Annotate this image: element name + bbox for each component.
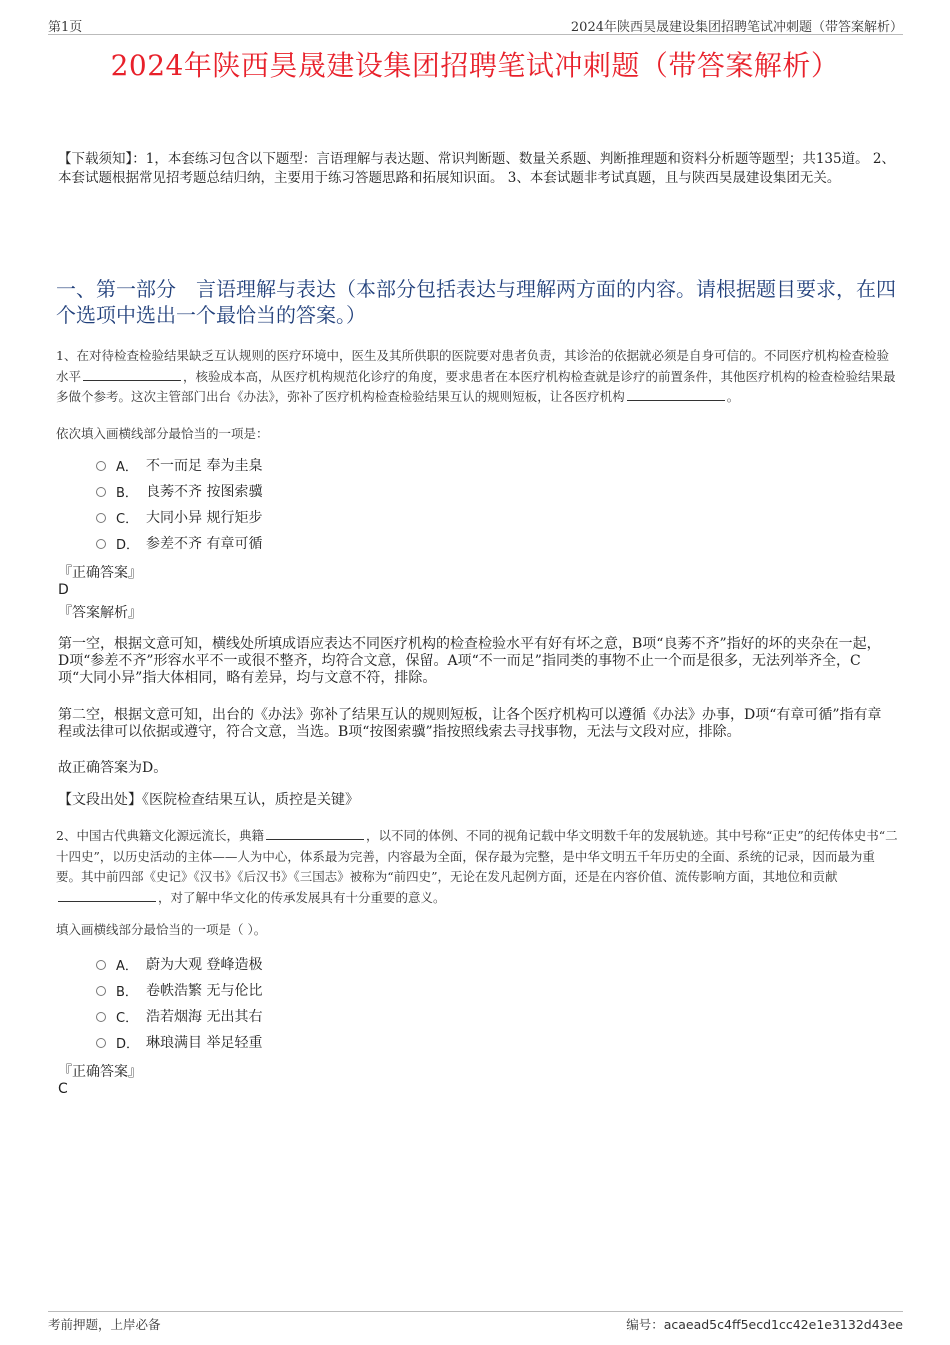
analysis-paragraph-2: 第二空，根据文意可知，出台的《办法》弥补了结果互认的规则短板，让各个医疗机构可以遵循《办法》办事，D项“有章可循”指有章程或法律可以依据或遵守，符合文意，当选。B项“按图索骥”指按照线索去寻找事物，无法与文段对应，排除。 bbox=[58, 707, 882, 740]
page-header bbox=[48, 14, 903, 35]
question-1-prompt: 依次填入画横线部分最恰当的一项是： bbox=[56, 426, 269, 441]
section-heading: 一、第一部分 言语理解与表达（本部分包括表达与理解两方面的内容。请根据题目要求，在四个选项中选出一个最恰当的答案。） bbox=[56, 277, 896, 327]
answer-label: 『正确答案』 bbox=[58, 565, 142, 581]
question-2-prompt: 填入画横线部分最恰当的一项是（ ）。 bbox=[56, 922, 267, 937]
document-code: 编号：acaead5c4ff5ecd1cc42e1e3132d43ee bbox=[626, 1317, 903, 1332]
source-citation: 【文段出处】《医院检查结果互认，质控是关键》 bbox=[58, 792, 359, 808]
page-title: 2024年陕西昊晟建设集团招聘笔试冲刺题（带答案解析） bbox=[110, 49, 840, 82]
radio-icon[interactable] bbox=[96, 1038, 106, 1048]
radio-icon[interactable] bbox=[96, 461, 106, 471]
analysis-paragraph-3: 故正确答案为D。 bbox=[58, 760, 168, 776]
option-d[interactable]: D． 参差不齐 有章可循 bbox=[96, 530, 496, 556]
radio-icon[interactable] bbox=[96, 986, 106, 996]
answer-value: C bbox=[58, 1081, 68, 1097]
radio-icon[interactable] bbox=[96, 1012, 106, 1022]
option-d[interactable]: D． 琳琅满目 举足轻重 bbox=[96, 1029, 496, 1055]
option-c[interactable]: C． 浩若烟海 无出其右 bbox=[96, 1003, 496, 1029]
header-doc-title: 2024年陕西昊晟建设集团招聘笔试冲刺题（带答案解析） bbox=[570, 20, 903, 35]
option-c[interactable]: C． 大同小异 规行矩步 bbox=[96, 504, 496, 530]
question-1-options bbox=[96, 452, 496, 556]
footer-slogan: 考前押题，上岸必备 bbox=[48, 1317, 161, 1332]
radio-icon[interactable] bbox=[96, 487, 106, 497]
option-b[interactable]: B． 卷帙浩繁 无与伦比 bbox=[96, 977, 496, 1003]
option-a[interactable]: A． 不一而足 奉为圭臬 bbox=[96, 452, 496, 478]
question-2-text: 2、中国古代典籍文化源远流长，典籍 ，以不同的体例、不同的视角记载中华文明数千年的发展轨迹。其中号称“正史”的纪传体史书“二十四史”，以历史活动的主体——人为中心，体系最为完善，内容最为全面，保存最为完整，是中华文明五千年历史的全面、系统的记录，因而最为重要。其中前四部《史记》《汉书》《后汉书》《三国志》被称为“前四史”，无论在发凡起例方面，还是在内容价值、流传影响方面，其地位和贡献，对了解中华文化的传承发展具有十分重要的意义。 bbox=[56, 828, 898, 905]
radio-icon[interactable] bbox=[96, 513, 106, 523]
download-notice: 【下载须知】：1，本套练习包含以下题型：言语理解与表达题、常识判断题、数量关系题、判断推理题和资料分析题等题型；共135道。 2、本套试题根据常见招考题总结归纳，主要用于练习答题思路和拓展知识面。 3、本套试题非考试真题，且与陕西昊晟建设集团无关。 bbox=[58, 151, 895, 186]
blank-line bbox=[58, 888, 156, 902]
option-a[interactable]: A． 蔚为大观 登峰造极 bbox=[96, 951, 496, 977]
radio-icon[interactable] bbox=[96, 539, 106, 549]
analysis-paragraph-1: 第一空，根据文意可知，横线处所填成语应表达不同医疗机构的检查检验水平有好有坏之意，B项“良莠不齐”指好的坏的夹杂在一起，D项“参差不齐”形容水平不一或很不整齐，均符合文意，保留。A项“不一而足”指同类的事物不止一个而是很多，无法列举齐全，C项“大同小异”指大体相同，略有差异，均与文意不符，排除。 bbox=[58, 636, 881, 686]
page-footer bbox=[48, 1311, 903, 1332]
question-1-text: 1、在对待检查检验结果缺乏互认规则的医疗环境中，医生及其所供职的医院要对患者负责，其诊治的依据就必须是自身可信的。不同医疗机构检查检验水平 ，核验成本高，从医疗机构规范化诊疗的角度，要求患者在本医疗机构检查就是诊疗的前置条件，其他医疗机构的检查检验结果最多做个参考。这次主管部门出台《办法》，弥补了医疗机构检查检验结果互认的规则短板，让各医疗机构 。 bbox=[56, 348, 896, 404]
option-b[interactable]: B． 良莠不齐 按图索骥 bbox=[96, 478, 496, 504]
blank-line bbox=[266, 826, 364, 840]
blank-line bbox=[627, 387, 725, 401]
page-number: 第1页 bbox=[48, 20, 83, 35]
answer-value: D bbox=[58, 582, 69, 598]
radio-icon[interactable] bbox=[96, 960, 106, 970]
question-2-options bbox=[96, 951, 496, 1055]
analysis-label: 『答案解析』 bbox=[58, 605, 142, 621]
answer-label: 『正确答案』 bbox=[58, 1064, 142, 1080]
blank-line bbox=[83, 367, 181, 381]
